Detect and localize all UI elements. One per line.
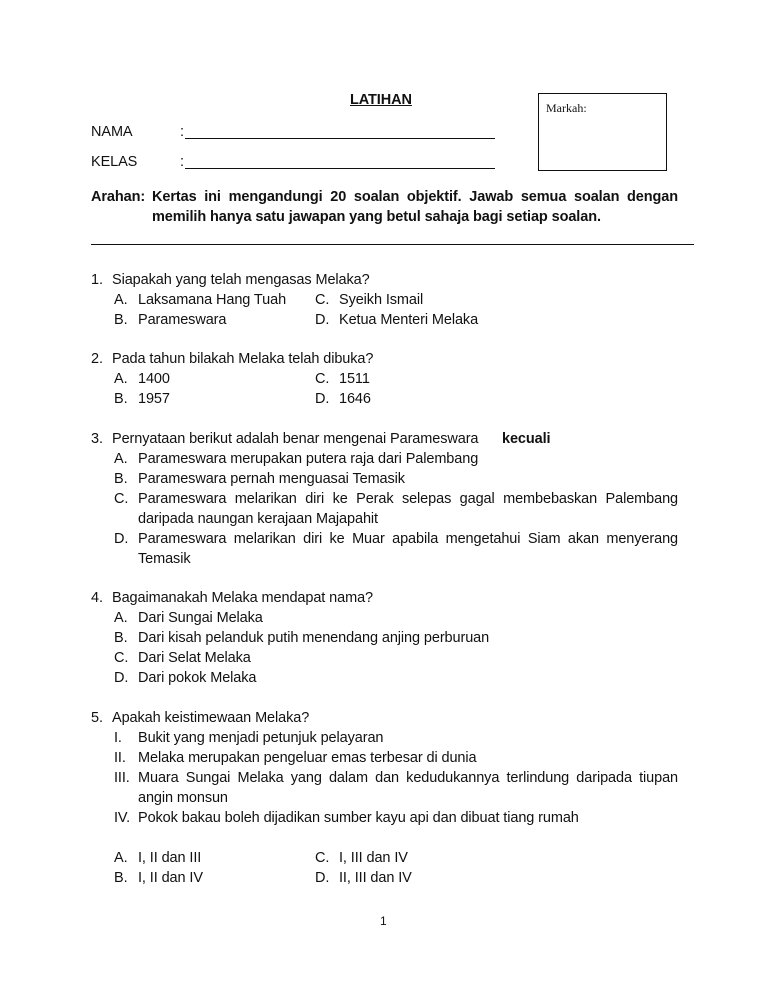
option-text: Parameswara melarikan diri ke Perak selepas gagal membebaskan Palembang xyxy=(138,491,678,507)
question-emphasis: kecuali xyxy=(502,431,551,447)
question-number: 5. xyxy=(91,710,103,726)
option-label: B. xyxy=(114,870,128,886)
option-label: A. xyxy=(114,451,128,467)
kelas-colon: : xyxy=(180,154,184,170)
option-text: Temasik xyxy=(138,551,191,567)
option-text: Dari kisah pelanduk putih menendang anjing perburuan xyxy=(138,630,490,646)
option-text: Parameswara merupakan putera raja dari Palembang xyxy=(138,451,479,467)
option-text: daripada naungan kerajaan Majapahit xyxy=(138,511,378,527)
option-label: B. xyxy=(114,312,128,328)
kelas-field-line[interactable] xyxy=(185,168,495,169)
option-text: Syeikh Ismail xyxy=(339,292,424,308)
option-label: D. xyxy=(114,531,129,547)
markah-box xyxy=(538,93,667,171)
divider xyxy=(91,244,694,245)
option-label: D. xyxy=(315,870,330,886)
page-title: LATIHAN xyxy=(350,92,412,108)
option-label: D. xyxy=(315,312,330,328)
option-label: A. xyxy=(114,610,128,626)
question-number: 2. xyxy=(91,351,103,367)
option-text: Parameswara pernah menguasai Temasik xyxy=(138,471,405,487)
option-text: Ketua Menteri Melaka xyxy=(339,312,479,328)
nama-field-line[interactable] xyxy=(185,138,495,139)
option-label: A. xyxy=(114,371,128,387)
option-text: Parameswara melarikan diri ke Muar apabila mengetahui Siam akan menyerang xyxy=(138,531,678,547)
arahan-line-1: Kertas ini mengandungi 20 soalan objektif. Jawab semua soalan dengan xyxy=(152,189,678,205)
option-text: II, III dan IV xyxy=(339,870,412,886)
arahan-line-2: memilih hanya satu jawapan yang betul sahaja bagi setiap soalan. xyxy=(152,209,601,225)
option-label: A. xyxy=(114,292,128,308)
option-label: B. xyxy=(114,630,128,646)
option-text: Dari Sungai Melaka xyxy=(138,610,263,626)
question-text: Pada tahun bilakah Melaka telah dibuka? xyxy=(112,351,374,367)
question-text: Apakah keistimewaan Melaka? xyxy=(112,710,310,726)
page-number: 1 xyxy=(380,914,387,928)
option-text: 1400 xyxy=(138,371,170,387)
option-label: C. xyxy=(114,491,129,507)
statement-text: Muara Sungai Melaka yang dalam dan kedudukannya terlindung daripada tiupan xyxy=(138,770,678,786)
option-text: Dari Selat Melaka xyxy=(138,650,251,666)
statement-text: angin monsun xyxy=(138,790,228,806)
option-label: C. xyxy=(315,371,330,387)
option-text: Laksamana Hang Tuah xyxy=(138,292,287,308)
markah-label: Markah: xyxy=(546,101,587,115)
option-label: B. xyxy=(114,471,128,487)
statement-text: Pokok bakau boleh dijadikan sumber kayu api dan dibuat tiang rumah xyxy=(138,810,579,826)
option-label: C. xyxy=(114,650,129,666)
option-label: A. xyxy=(114,850,128,866)
option-text: Dari pokok Melaka xyxy=(138,670,257,686)
option-label: C. xyxy=(315,292,330,308)
statement-label: I. xyxy=(114,730,122,746)
option-text: Parameswara xyxy=(138,312,227,328)
statement-label: III. xyxy=(114,770,130,786)
option-text: 1646 xyxy=(339,391,371,407)
nama-label: NAMA xyxy=(91,124,133,140)
kelas-label: KELAS xyxy=(91,154,138,170)
statement-label: IV. xyxy=(114,810,131,826)
option-label: C. xyxy=(315,850,330,866)
question-number: 3. xyxy=(91,431,103,447)
option-label: D. xyxy=(315,391,330,407)
question-number: 1. xyxy=(91,272,103,288)
option-label: B. xyxy=(114,391,128,407)
question-number: 4. xyxy=(91,590,103,606)
question-text: Pernyataan berikut adalah benar mengenai Parameswara xyxy=(112,431,479,447)
option-text: I, III dan IV xyxy=(339,850,408,866)
option-text: I, II dan III xyxy=(138,850,202,866)
option-text: 1957 xyxy=(138,391,170,407)
option-text: 1511 xyxy=(339,371,370,387)
option-text: I, II dan IV xyxy=(138,870,203,886)
question-text: Bagaimanakah Melaka mendapat nama? xyxy=(112,590,373,606)
statement-label: II. xyxy=(114,750,126,766)
option-label: D. xyxy=(114,670,129,686)
statement-text: Bukit yang menjadi petunjuk pelayaran xyxy=(138,730,384,746)
question-text: Siapakah yang telah mengasas Melaka? xyxy=(112,272,370,288)
arahan-label: Arahan: xyxy=(91,189,146,205)
statement-text: Melaka merupakan pengeluar emas terbesar di dunia xyxy=(138,750,477,766)
nama-colon: : xyxy=(180,124,184,140)
